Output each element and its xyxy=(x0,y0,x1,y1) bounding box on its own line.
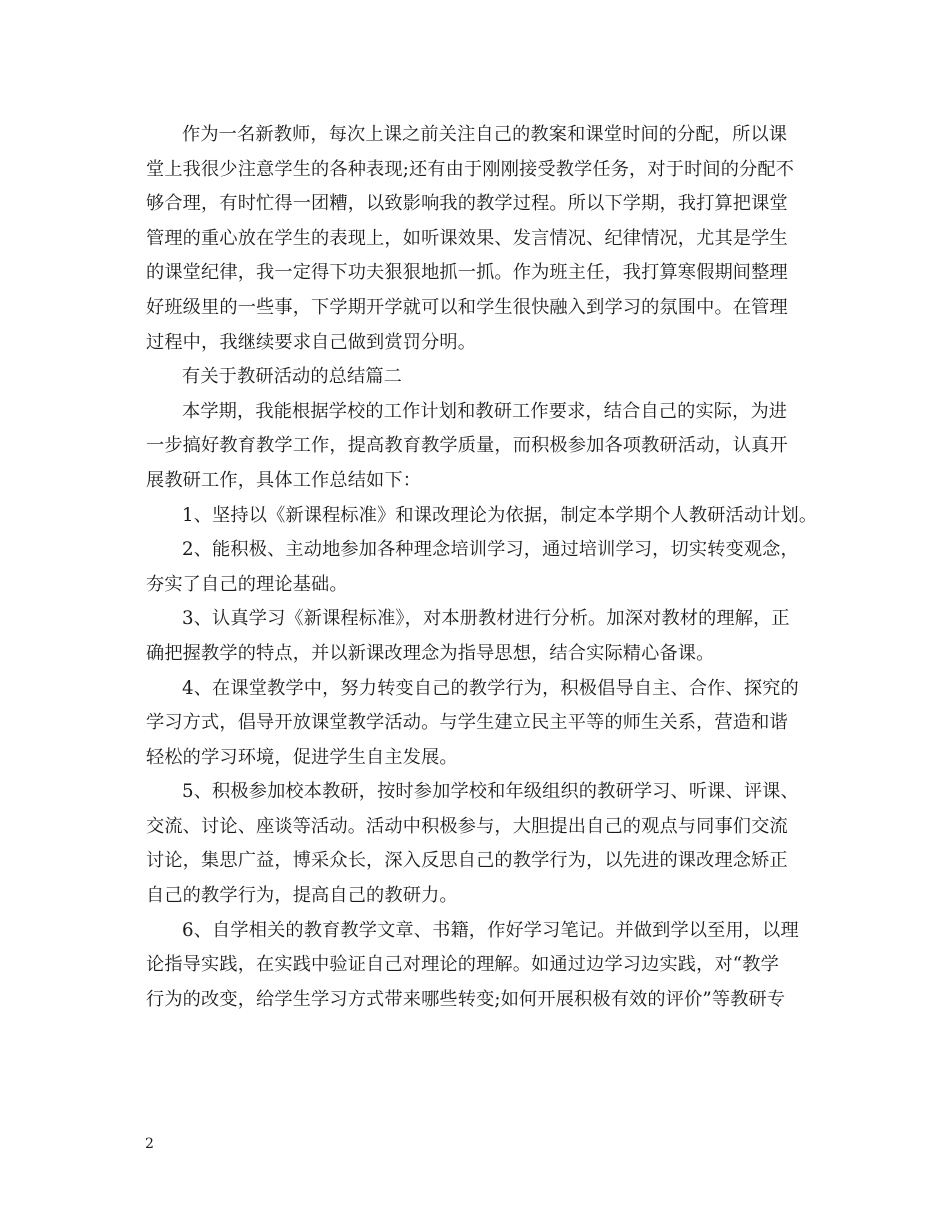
text-line: 展教研工作，具体工作总结如下： xyxy=(146,469,422,491)
text-line: 轻松的学习环境，促进学生自主发展。 xyxy=(146,746,458,768)
text-line: 管理的重心放在学生的表现上，如听课效果、发言情况、纪律情况，尤其是学生 xyxy=(146,227,788,249)
text-line: 够合理，有时忙得一团糟，以致影响我的教学过程。所以下学期，我打算把课堂 xyxy=(146,193,788,215)
text-line: 2、能积极、主动地参加各种理念培训学习，通过培训学习，切实转变观念， xyxy=(182,539,799,561)
text-line: 交流、讨论、座谈等活动。活动中积极参与，大胆提出自己的观点与同事们交流 xyxy=(146,815,788,837)
text-line: 1、坚持以《新课程标准》和课改理论为依据，制定本学期个人教研活动计划。 xyxy=(182,504,818,526)
text-line: 的课堂纪律，我一定得下功夫狠狠地抓一抓。作为班主任，我打算寒假期间整理 xyxy=(146,262,788,284)
text-line: 4、在课堂教学中，努力转变自己的教学行为，积极倡导自主、合作、探究的 xyxy=(182,677,799,699)
text-line: 好班级里的一些事，下学期开学就可以和学生很快融入到学习的氛围中。在管理 xyxy=(146,296,788,318)
text-line: 夯实了自己的理论基础。 xyxy=(146,573,348,595)
text-line: 3、认真学习《新课程标准》，对本册教材进行分析。加深对教材的理解，正 xyxy=(182,608,790,630)
text-line: 作为一名新教师，每次上课之前关注自己的教案和课堂时间的分配，所以课 xyxy=(182,124,788,145)
text-line: 过程中，我继续要求自己做到赏罚分明。 xyxy=(146,331,477,353)
text-line: 讨论，集思广益，博采众长，深入反思自己的教学行为，以先进的课改理念矫正 xyxy=(146,850,788,872)
text-line: 行为的改变，给学生学习方式带来哪些转变;如何开展积极有效的评价”等教研专 xyxy=(146,988,786,1010)
text-line: 本学期，我能根据学校的工作计划和教研工作要求，结合自己的实际，为进 xyxy=(182,400,788,422)
text-line: 堂上我很少注意学生的各种表现;还有由于刚刚接受教学任务，对于时间的分配不 xyxy=(146,158,795,180)
text-line: 5、积极参加校本教研，按时参加学校和年级组织的教研学习、听课、评课、 xyxy=(182,781,799,803)
text-line: 6、自学相关的教育教学文章、书籍，作好学习笔记。并做到学以至用，以理 xyxy=(182,919,799,941)
text-line: 一步搞好教育教学工作，提高教育教学质量，而积极参加各项教研活动，认真开 xyxy=(146,435,788,457)
document-body xyxy=(146,118,826,1017)
text-line: 自己的教学行为，提高自己的教研力。 xyxy=(146,885,458,907)
page-number: 2 xyxy=(145,1136,154,1152)
text-line: 论指导实践，在实践中验证自己对理论的理解。如通过边学习边实践，对“教学 xyxy=(146,954,779,976)
text-line: 确把握教学的特点，并以新课改理念为指导思想，结合实际精心备课。 xyxy=(146,642,715,664)
text-line: 有关于教研活动的总结篇二 xyxy=(182,366,403,388)
text-line: 学习方式，倡导开放课堂教学活动。与学生建立民主平等的师生关系，营造和谐 xyxy=(146,712,788,734)
